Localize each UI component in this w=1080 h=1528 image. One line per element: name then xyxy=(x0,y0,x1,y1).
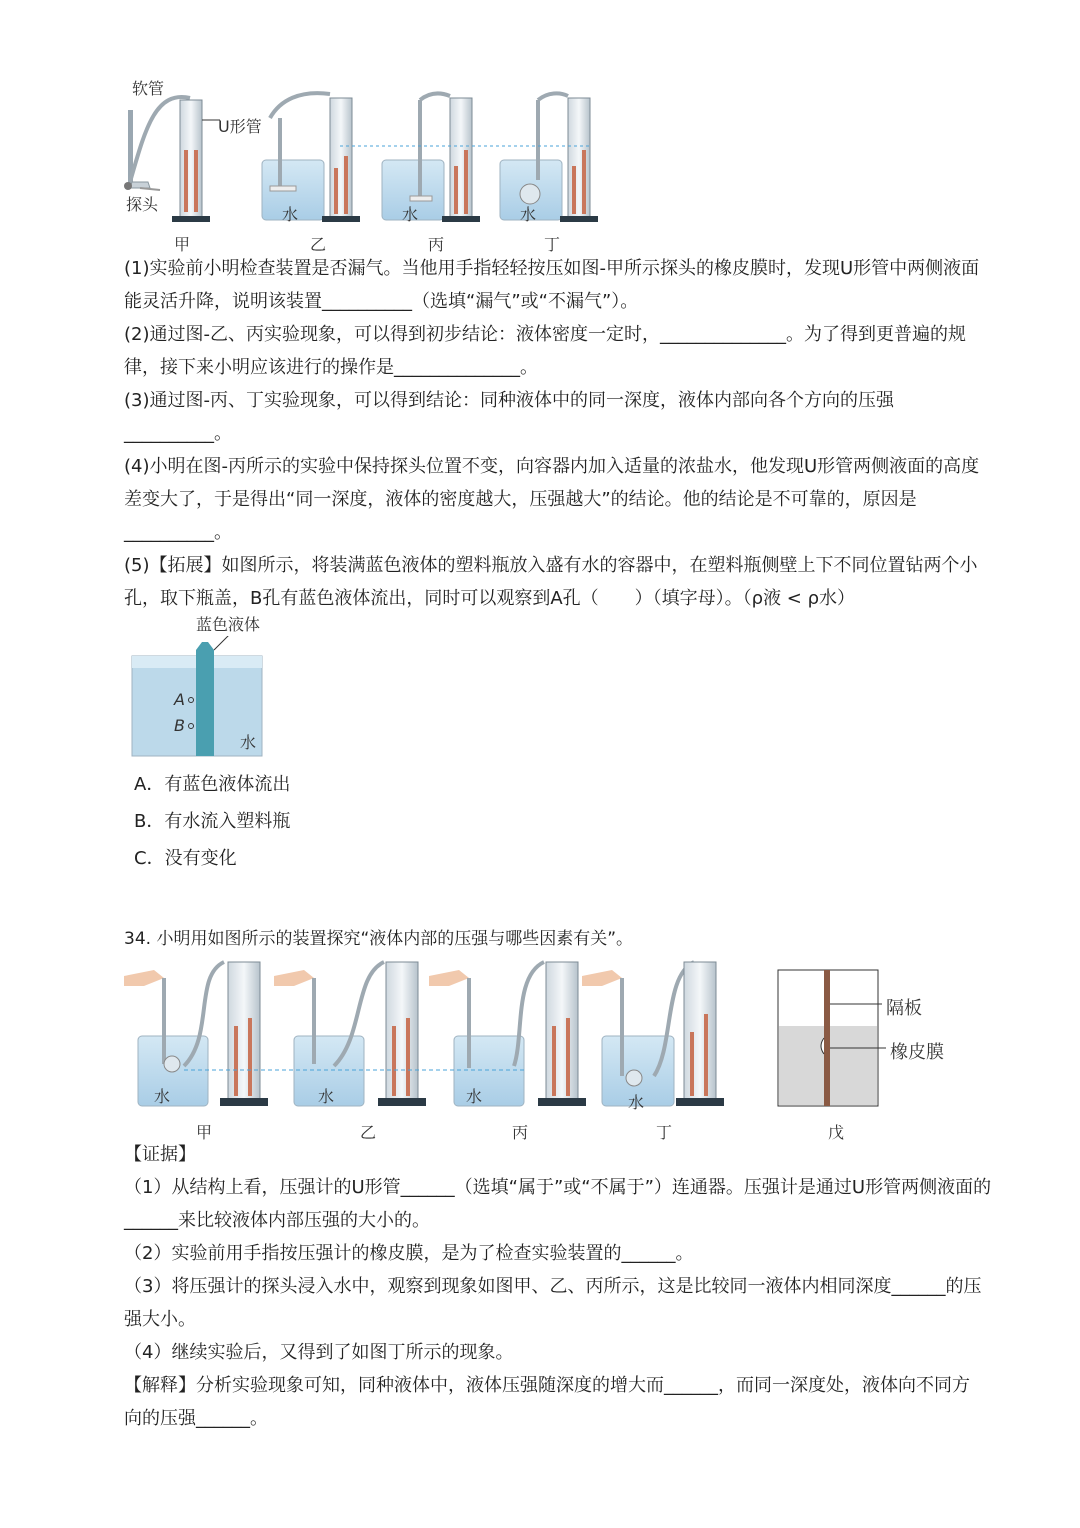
label-u-tube: U形管 xyxy=(218,117,262,136)
q34-line-8: 向的压强______。 xyxy=(124,1408,268,1429)
label-water-q34-bing: 水 xyxy=(466,1087,483,1106)
q33-line-1: (1)实验前小明检查装置是否漏气。当他用手指轻轻按压如图-甲所示探头的橡皮膜时，发现U形管中两侧液面 xyxy=(124,258,980,279)
caption-yi: 乙 xyxy=(310,235,327,254)
q33-line-7: (4)小明在图-丙所示的实验中保持探头位置不变，向容器内加入适量的浓盐水，他发现U形管两侧液面的高度 xyxy=(124,456,980,477)
q34-line-7: 【解释】分析实验现象可知，同种液体中，液体压强随深度的增大而______，而同一深度处，液体向不同方 xyxy=(124,1375,970,1396)
figure-q34 xyxy=(124,956,964,1116)
q33-line-11: 孔，取下瓶盖，B孔有蓝色液体流出，同时可以观察到A孔（ ）（填字母）。（ρ液 < ρ水） xyxy=(124,588,856,609)
label-water: 水 xyxy=(240,733,257,752)
q33-line-4: 律，接下来小明应该进行的操作是______________。 xyxy=(124,357,538,378)
caption-q34-yi: 乙 xyxy=(360,1123,377,1142)
option-c[interactable]: C．没有变化 xyxy=(134,848,237,869)
q34-line-4: （3）将压强计的探头浸入水中，观察到现象如图甲、乙、丙所示，这是比较同一液体内相同深度______的压 xyxy=(124,1276,982,1297)
label-hole-a: A xyxy=(174,690,185,709)
label-probe: 探头 xyxy=(126,195,159,214)
caption-q34-bing: 丙 xyxy=(512,1123,529,1142)
q33-line-6: __________。 xyxy=(124,423,232,444)
q33-line-3: (2)通过图-乙、丙实验现象，可以得到初步结论：液体密度一定时，______________。为了得到更普遍的规 xyxy=(124,324,966,345)
label-water-q34-yi: 水 xyxy=(318,1087,335,1106)
caption-ding: 丁 xyxy=(544,235,561,254)
label-water-yi: 水 xyxy=(282,205,299,224)
beaker-ding xyxy=(500,93,598,222)
figure-1-drawing xyxy=(120,70,600,260)
q34-title: 34. 小明用如图所示的装置探究“液体内部的压强与哪些因素有关”。 xyxy=(124,929,634,949)
evidence-heading: 【证据】 xyxy=(124,1144,196,1165)
q34-line-1: （1）从结构上看，压强计的U形管______（选填“属于”或“不属于”）连通器。压强计是通过U形管两侧液面的 xyxy=(124,1177,992,1198)
figure-q34-drawing xyxy=(124,956,964,1116)
q33-line-10: (5)【拓展】如图所示，将装满蓝色液体的塑料瓶放入盛有水的容器中，在塑料瓶侧壁上下不同位置钻两个小 xyxy=(124,555,978,576)
label-water-bing: 水 xyxy=(402,205,419,224)
caption-jia: 甲 xyxy=(174,235,191,254)
gauge-jia xyxy=(172,100,220,222)
q33-line-2: 能灵活升降，说明该装置__________（选填“漏气”或“不漏气”）。 xyxy=(124,291,639,312)
label-water-q34-ding: 水 xyxy=(628,1093,645,1112)
label-water-ding: 水 xyxy=(520,205,537,224)
label-water-q34-jia: 水 xyxy=(154,1087,171,1106)
setup-jia xyxy=(124,962,268,1106)
label-blue-liquid: 蓝色液体 xyxy=(196,615,261,634)
caption-q34-wu: 戊 xyxy=(828,1123,845,1142)
setup-yi xyxy=(274,962,426,1106)
setup-wu xyxy=(778,970,886,1106)
setup-ding xyxy=(582,962,724,1106)
q33-line-5: (3)通过图-丙、丁实验现象，可以得到结论：同种液体中的同一深度，液体内部向各个方向的压强 xyxy=(124,390,894,411)
q33-line-9: __________。 xyxy=(124,522,232,543)
beaker-bing xyxy=(382,93,480,222)
q34-line-3: （2）实验前用手指按压强计的橡皮膜，是为了检查实验装置的______。 xyxy=(124,1243,694,1264)
q34-line-5: 强大小。 xyxy=(124,1309,196,1330)
label-hose: 软管 xyxy=(132,79,165,98)
q34-line-6: （4）继续实验后，又得到了如图丁所示的现象。 xyxy=(124,1342,514,1363)
caption-bing: 丙 xyxy=(428,235,445,254)
option-b[interactable]: B．有水流入塑料瓶 xyxy=(134,811,291,832)
label-membrane: 橡皮膜 xyxy=(890,1042,944,1063)
figure-bottle-in-water xyxy=(128,636,268,760)
caption-q34-ding: 丁 xyxy=(656,1123,673,1142)
q34-line-2: ______来比较液体内部压强的大小的。 xyxy=(124,1210,430,1231)
setup-bing xyxy=(429,962,586,1106)
label-partition: 隔板 xyxy=(886,998,922,1019)
beaker-yi xyxy=(262,93,360,222)
caption-q34-jia: 甲 xyxy=(196,1123,213,1142)
q33-line-8: 差变大了，于是得出“同一深度，液体的密度越大，压强越大”的结论。他的结论是不可靠的，原因是 xyxy=(124,489,917,510)
label-hole-b: B xyxy=(174,716,185,735)
option-a[interactable]: A．有蓝色液体流出 xyxy=(134,774,291,795)
figure-pressure-gauge-top xyxy=(120,70,600,260)
